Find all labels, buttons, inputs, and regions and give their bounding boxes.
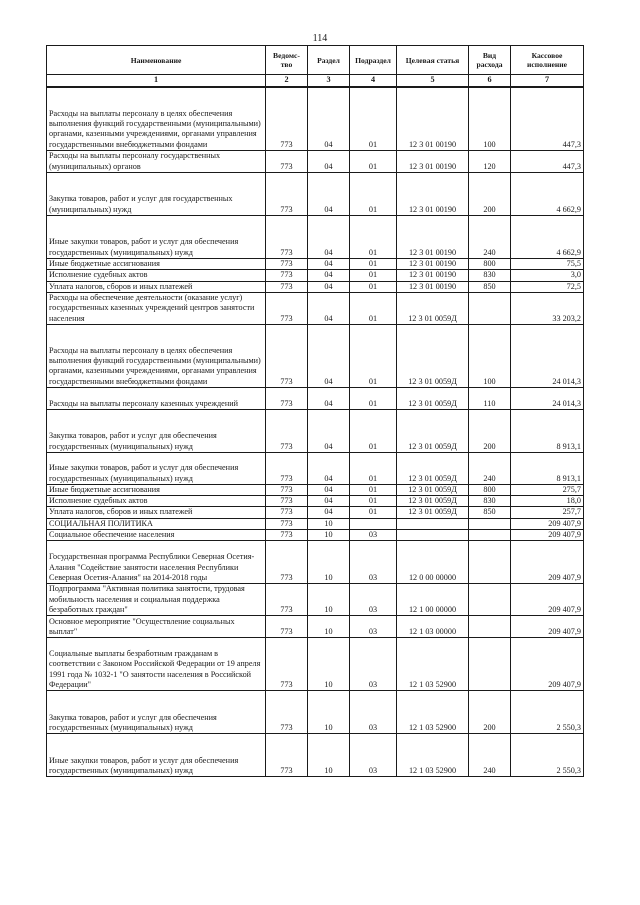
row-expense-type xyxy=(469,584,511,616)
row-section: 04 xyxy=(308,496,350,507)
row-subsection: 03 xyxy=(350,530,397,541)
row-target-article: 12 3 01 00190 xyxy=(397,151,469,173)
table-row xyxy=(47,734,584,777)
row-section: 10 xyxy=(308,638,350,691)
row-expense-type: 850 xyxy=(469,507,511,518)
row-target-article: 12 0 00 00000 xyxy=(397,541,469,584)
row-name: СОЦИАЛЬНАЯ ПОЛИТИКА xyxy=(47,518,266,529)
page-number: 114 xyxy=(312,33,328,44)
row-subsection: 01 xyxy=(350,270,397,281)
row-target-article: 12 3 01 00190 xyxy=(397,87,469,151)
row-section: 04 xyxy=(308,409,350,452)
row-section: 04 xyxy=(308,259,350,270)
row-expense-type: 100 xyxy=(469,87,511,151)
row-target-article: 12 1 03 52900 xyxy=(397,734,469,777)
row-target-article: 12 3 01 0059Д xyxy=(397,387,469,409)
row-subsection: 03 xyxy=(350,638,397,691)
row-name: Исполнение судебных актов xyxy=(47,270,266,281)
row-target-article: 12 3 01 0059Д xyxy=(397,484,469,495)
table-row xyxy=(47,616,584,638)
row-section: 10 xyxy=(308,518,350,529)
table-row xyxy=(47,216,584,259)
row-expense-type: 240 xyxy=(469,216,511,259)
row-amount: 4 662,9 xyxy=(511,173,584,216)
header-department: Ведомс-тво xyxy=(266,46,308,75)
table-row xyxy=(47,507,584,518)
row-target-article: 12 3 01 00190 xyxy=(397,281,469,292)
table-row xyxy=(47,484,584,495)
column-number: 4 xyxy=(350,75,397,88)
budget-execution-table xyxy=(46,45,584,777)
row-subsection: 03 xyxy=(350,584,397,616)
table-row xyxy=(47,292,584,324)
table-row xyxy=(47,259,584,270)
row-department: 773 xyxy=(266,734,308,777)
row-subsection xyxy=(350,518,397,529)
row-amount: 2 550,3 xyxy=(511,691,584,734)
row-name: Государственная программа Республики Северная Осетия-Алания "Содействие занятости населения Республики Северная Осетия-Алания" на 2014-2018 годы xyxy=(47,541,266,584)
row-amount: 8 913,1 xyxy=(511,452,584,484)
row-expense-type: 120 xyxy=(469,151,511,173)
row-expense-type: 240 xyxy=(469,734,511,777)
column-number: 5 xyxy=(397,75,469,88)
row-section: 04 xyxy=(308,151,350,173)
row-subsection: 01 xyxy=(350,292,397,324)
row-target-article: 12 3 01 0059Д xyxy=(397,324,469,387)
row-department: 773 xyxy=(266,507,308,518)
row-section: 10 xyxy=(308,691,350,734)
row-expense-type: 850 xyxy=(469,281,511,292)
row-amount: 209 407,9 xyxy=(511,541,584,584)
row-target-article: 12 1 03 00000 xyxy=(397,616,469,638)
row-section: 04 xyxy=(308,173,350,216)
column-number: 2 xyxy=(266,75,308,88)
row-subsection: 01 xyxy=(350,409,397,452)
row-section: 04 xyxy=(308,507,350,518)
table-row xyxy=(47,584,584,616)
row-subsection: 01 xyxy=(350,324,397,387)
row-expense-type: 800 xyxy=(469,484,511,495)
row-subsection: 01 xyxy=(350,259,397,270)
row-subsection: 03 xyxy=(350,616,397,638)
row-target-article xyxy=(397,518,469,529)
row-name: Закупка товаров, работ и услуг для обеспечения государственных (муниципальных) нужд xyxy=(47,691,266,734)
row-amount: 4 662,9 xyxy=(511,216,584,259)
row-amount: 447,3 xyxy=(511,87,584,151)
row-name: Иные закупки товаров, работ и услуг для обеспечения государственных (муниципальных) нужд xyxy=(47,734,266,777)
row-section: 04 xyxy=(308,87,350,151)
table-row xyxy=(47,409,584,452)
row-amount: 24 014,3 xyxy=(511,387,584,409)
row-name: Расходы на выплаты персоналу в целях обеспечения выполнения функций государственными (муниципальными) органами, казенными учреждениями, органами управления государственными внебюджетными фондами xyxy=(47,87,266,151)
header-subsection: Подраздел xyxy=(350,46,397,75)
table-row xyxy=(47,281,584,292)
table-row xyxy=(47,452,584,484)
table-row xyxy=(47,270,584,281)
row-name: Расходы на выплаты персоналу государственных (муниципальных) органов xyxy=(47,151,266,173)
row-section: 04 xyxy=(308,292,350,324)
row-expense-type: 200 xyxy=(469,173,511,216)
header-target-article: Целевая статья xyxy=(397,46,469,75)
row-department: 773 xyxy=(266,281,308,292)
table-row xyxy=(47,530,584,541)
row-section: 10 xyxy=(308,734,350,777)
row-amount: 209 407,9 xyxy=(511,530,584,541)
table-row xyxy=(47,87,584,151)
row-subsection: 03 xyxy=(350,691,397,734)
row-amount: 275,7 xyxy=(511,484,584,495)
row-amount: 209 407,9 xyxy=(511,638,584,691)
table-row xyxy=(47,518,584,529)
row-expense-type xyxy=(469,518,511,529)
header-expense-type: Вид расхода xyxy=(469,46,511,75)
row-subsection: 01 xyxy=(350,387,397,409)
row-amount: 209 407,9 xyxy=(511,616,584,638)
row-name: Уплата налогов, сборов и иных платежей xyxy=(47,507,266,518)
column-number: 3 xyxy=(308,75,350,88)
row-department: 773 xyxy=(266,518,308,529)
row-section: 10 xyxy=(308,584,350,616)
column-number-row xyxy=(47,75,584,88)
row-department: 773 xyxy=(266,584,308,616)
table-row xyxy=(47,173,584,216)
row-expense-type: 110 xyxy=(469,387,511,409)
row-section: 04 xyxy=(308,452,350,484)
header-name: Наименование xyxy=(47,46,266,75)
table-row xyxy=(47,496,584,507)
row-subsection: 01 xyxy=(350,507,397,518)
row-subsection: 01 xyxy=(350,281,397,292)
row-amount: 33 203,2 xyxy=(511,292,584,324)
table-row xyxy=(47,324,584,387)
row-department: 773 xyxy=(266,496,308,507)
row-subsection: 01 xyxy=(350,173,397,216)
row-expense-type: 200 xyxy=(469,409,511,452)
row-department: 773 xyxy=(266,638,308,691)
row-expense-type xyxy=(469,292,511,324)
row-department: 773 xyxy=(266,87,308,151)
row-name: Уплата налогов, сборов и иных платежей xyxy=(47,281,266,292)
row-target-article: 12 3 01 00190 xyxy=(397,216,469,259)
row-subsection: 03 xyxy=(350,734,397,777)
row-subsection: 01 xyxy=(350,496,397,507)
column-number: 6 xyxy=(469,75,511,88)
row-amount: 447,3 xyxy=(511,151,584,173)
row-section: 04 xyxy=(308,484,350,495)
row-expense-type: 830 xyxy=(469,270,511,281)
row-name: Исполнение судебных актов xyxy=(47,496,266,507)
row-section: 04 xyxy=(308,270,350,281)
table-row xyxy=(47,387,584,409)
row-subsection: 01 xyxy=(350,484,397,495)
row-expense-type: 200 xyxy=(469,691,511,734)
row-department: 773 xyxy=(266,541,308,584)
row-target-article: 12 3 01 0059Д xyxy=(397,507,469,518)
row-subsection: 03 xyxy=(350,541,397,584)
table-row xyxy=(47,151,584,173)
row-name: Закупка товаров, работ и услуг для обеспечения государственных (муниципальных) нужд xyxy=(47,409,266,452)
row-section: 10 xyxy=(308,541,350,584)
row-department: 773 xyxy=(266,484,308,495)
row-name: Иные закупки товаров, работ и услуг для обеспечения государственных (муниципальных) нужд xyxy=(47,452,266,484)
row-target-article xyxy=(397,530,469,541)
row-expense-type xyxy=(469,638,511,691)
row-name: Расходы на обеспечение деятельности (оказание услуг) государственных казенных учреждений центров занятости населения xyxy=(47,292,266,324)
row-name: Социальные выплаты безработным гражданам в соответствии с Законом Российской Федерации от 19 апреля 1991 года № 1032-1 "О занятости населения в Российской Федерации" xyxy=(47,638,266,691)
row-department: 773 xyxy=(266,270,308,281)
row-expense-type: 100 xyxy=(469,324,511,387)
row-department: 773 xyxy=(266,259,308,270)
table-row xyxy=(47,691,584,734)
row-name: Подпрограмма "Активная политика занятости, трудовая мобильность населения и социальная поддержка безработных граждан" xyxy=(47,584,266,616)
row-target-article: 12 3 01 0059Д xyxy=(397,409,469,452)
row-target-article: 12 3 01 0059Д xyxy=(397,452,469,484)
column-number: 7 xyxy=(511,75,584,88)
column-number: 1 xyxy=(47,75,266,88)
row-department: 773 xyxy=(266,387,308,409)
row-target-article: 12 1 03 52900 xyxy=(397,691,469,734)
row-department: 773 xyxy=(266,530,308,541)
row-amount: 75,5 xyxy=(511,259,584,270)
row-name: Основное мероприятие "Осуществление социальных выплат" xyxy=(47,616,266,638)
row-expense-type: 830 xyxy=(469,496,511,507)
row-name: Социальное обеспечение населения xyxy=(47,530,266,541)
row-subsection: 01 xyxy=(350,216,397,259)
row-name: Иные закупки товаров, работ и услуг для обеспечения государственных (муниципальных) нужд xyxy=(47,216,266,259)
header-row xyxy=(47,46,584,75)
row-amount: 209 407,9 xyxy=(511,518,584,529)
table-row xyxy=(47,638,584,691)
row-department: 773 xyxy=(266,452,308,484)
row-expense-type xyxy=(469,616,511,638)
row-department: 773 xyxy=(266,216,308,259)
row-target-article: 12 3 01 0059Д xyxy=(397,292,469,324)
row-amount: 3,0 xyxy=(511,270,584,281)
header-cash-execution: Кассовое исполнение xyxy=(511,46,584,75)
row-section: 04 xyxy=(308,324,350,387)
row-name: Закупка товаров, работ и услуг для государственных (муниципальных) нужд xyxy=(47,173,266,216)
row-department: 773 xyxy=(266,691,308,734)
row-amount: 24 014,3 xyxy=(511,324,584,387)
row-amount: 257,7 xyxy=(511,507,584,518)
row-section: 10 xyxy=(308,616,350,638)
row-target-article: 12 1 00 00000 xyxy=(397,584,469,616)
row-amount: 72,5 xyxy=(511,281,584,292)
row-section: 04 xyxy=(308,281,350,292)
row-department: 773 xyxy=(266,409,308,452)
row-amount: 2 550,3 xyxy=(511,734,584,777)
row-target-article: 12 3 01 00190 xyxy=(397,259,469,270)
row-expense-type xyxy=(469,530,511,541)
row-name: Иные бюджетные ассигнования xyxy=(47,484,266,495)
row-expense-type: 800 xyxy=(469,259,511,270)
row-name: Расходы на выплаты персоналу в целях обеспечения выполнения функций государственными (муниципальными) органами, казенными учреждениями, органами управления государственными внебюджетными фондами xyxy=(47,324,266,387)
table-row xyxy=(47,541,584,584)
row-section: 04 xyxy=(308,387,350,409)
row-amount: 8 913,1 xyxy=(511,409,584,452)
row-subsection: 01 xyxy=(350,452,397,484)
row-expense-type: 240 xyxy=(469,452,511,484)
row-name: Иные бюджетные ассигнования xyxy=(47,259,266,270)
row-department: 773 xyxy=(266,173,308,216)
row-department: 773 xyxy=(266,151,308,173)
row-department: 773 xyxy=(266,616,308,638)
row-subsection: 01 xyxy=(350,151,397,173)
header-section: Раздел xyxy=(308,46,350,75)
row-section: 04 xyxy=(308,216,350,259)
row-name: Расходы на выплаты персоналу казенных учреждений xyxy=(47,387,266,409)
row-section: 10 xyxy=(308,530,350,541)
row-amount: 209 407,9 xyxy=(511,584,584,616)
row-expense-type xyxy=(469,541,511,584)
row-department: 773 xyxy=(266,292,308,324)
row-target-article: 12 3 01 0059Д xyxy=(397,496,469,507)
row-amount: 18,0 xyxy=(511,496,584,507)
row-department: 773 xyxy=(266,324,308,387)
row-subsection: 01 xyxy=(350,87,397,151)
row-target-article: 12 3 01 00190 xyxy=(397,173,469,216)
row-target-article: 12 1 03 52900 xyxy=(397,638,469,691)
row-target-article: 12 3 01 00190 xyxy=(397,270,469,281)
